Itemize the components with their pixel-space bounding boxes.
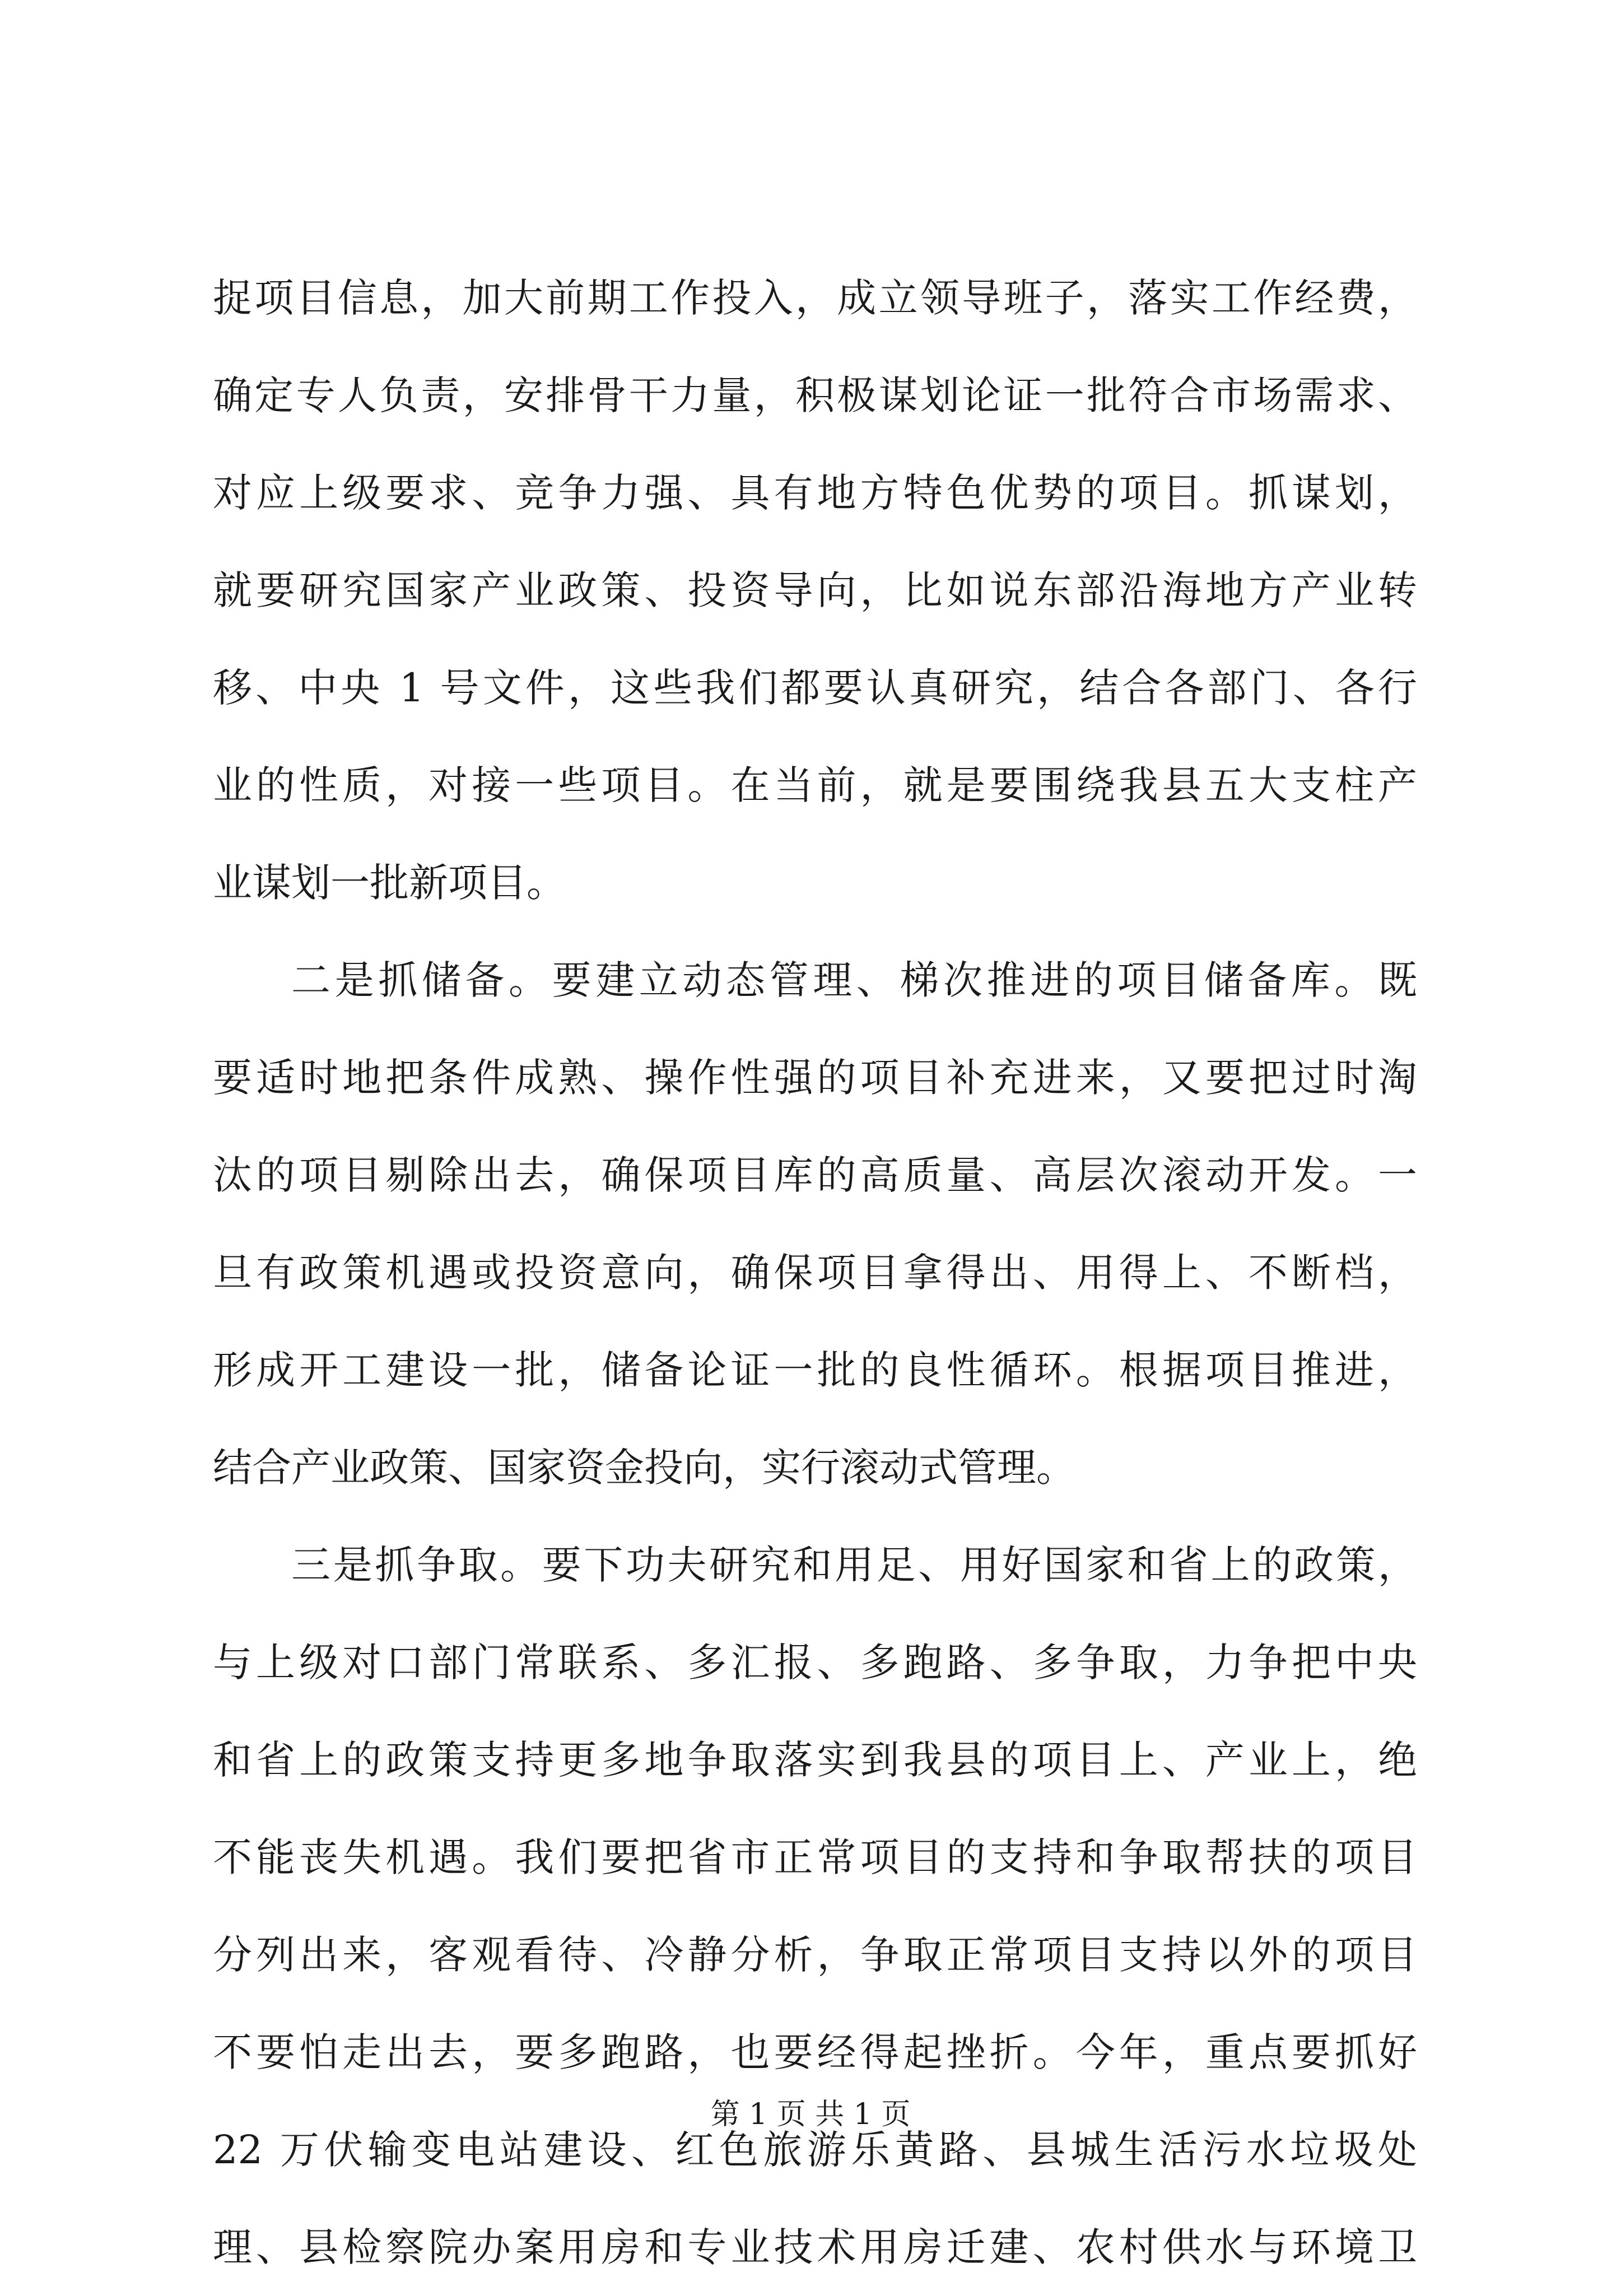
text-line: 和省上的政策支持更多地争取落实到我县的项目上、产业上，绝 <box>213 1737 1417 1783</box>
text-line: 就要研究国家产业政策、投资导向，比如说东部沿海地方产业转 <box>213 567 1417 613</box>
text-line: 与上级对口部门常联系、多汇报、多跑路、多争取，力争把中央 <box>213 1640 1417 1685</box>
text-line: 22 万伏输变电站建设、红色旅游乐黄路、县城生活污水垃圾处 <box>213 2127 1417 2173</box>
text-line: 业谋划一批新项目。 <box>213 860 566 906</box>
text-line: 捉项目信息，加大前期工作投入，成立领导班子，落实工作经费， <box>213 275 1417 321</box>
text-line: 理、县检察院办案用房和专业技术用房迁建、农村供水与环境卫 <box>213 2224 1417 2270</box>
text-line: 业的性质，对接一些项目。在当前，就是要围绕我县五大支柱产 <box>213 762 1417 808</box>
text-line: 汰的项目剔除出去，确保项目库的高质量、高层次滚动开发。一 <box>213 1152 1417 1198</box>
text-line: 移、中央 1 号文件，这些我们都要认真研究，结合各部门、各行 <box>213 665 1417 711</box>
text-line: 三是抓争取。要下功夫研究和用足、用好国家和省上的政策， <box>291 1542 1417 1588</box>
text-line: 不要怕走出去，要多跑路，也要经得起挫折。今年，重点要抓好 <box>213 2029 1417 2075</box>
text-line: 形成开工建设一批，储备论证一批的良性循环。根据项目推进， <box>213 1347 1417 1393</box>
text-line: 要适时地把条件成熟、操作性强的项目补充进来，又要把过时淘 <box>213 1055 1417 1101</box>
text-line: 分列出来，客观看待、冷静分析，争取正常项目支持以外的项目 <box>213 1932 1417 1978</box>
text-line: 不能丧失机遇。我们要把省市正常项目的支持和争取帮扶的项目 <box>213 1834 1417 1880</box>
document-body <box>213 249 1417 2296</box>
text-line: 结合产业政策、国家资金投向，实行滚动式管理。 <box>213 1445 1075 1491</box>
text-line: 二是抓储备。要建立动态管理、梯次推进的项目储备库。既 <box>291 957 1417 1003</box>
text-line: 确定专人负责，安排骨干力量，积极谋划论证一批符合市场需求、 <box>213 372 1417 418</box>
page-footer: 第 1 页 共 1 页 <box>710 2098 911 2131</box>
text-line: 对应上级要求、竞争力强、具有地方特色优势的项目。抓谋划， <box>213 470 1417 516</box>
text-line: 旦有政策机遇或投资意向，确保项目拿得出、用得上、不断档， <box>213 1250 1417 1296</box>
